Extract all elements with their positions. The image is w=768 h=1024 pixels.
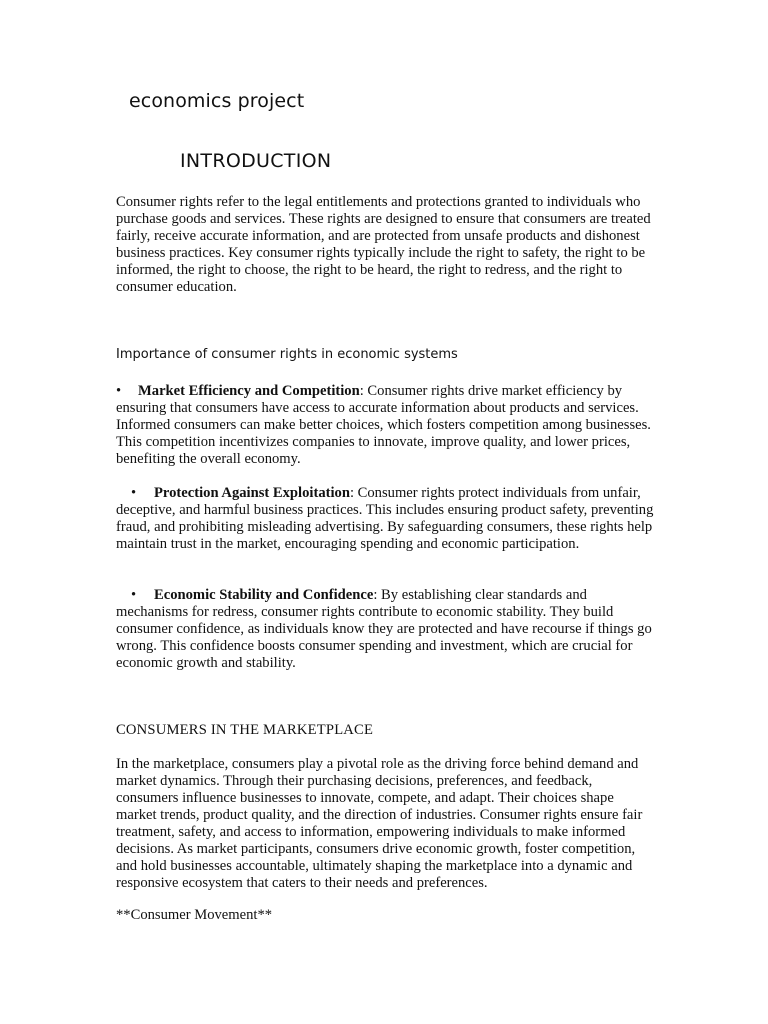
consumer-movement-heading: **Consumer Movement** [116, 907, 273, 923]
bullet-term: Economic Stability and Confidence [154, 587, 374, 603]
importance-heading: Importance of consumer rights in economic systems [116, 347, 458, 362]
bullet-text: : Consumer rights protect individuals from unfair, deceptive, and harmful business practices. This includes ensuring product safety, preventing fraud, and prohibiting misleading advertising. By safeguarding consumers, these rights help maintain trust in the market, encouraging spending and economic participation. [116, 485, 654, 552]
bullet-marker: • [131, 587, 137, 603]
introduction-paragraph: Consumer rights refer to the legal entitlements and protections granted to individuals who purchase goods and services. These rights are designed to ensure that consumers are treated fairly, receive accurate information, and are protected from unsafe products and dishonest business practices. Key consumer rights typically include the right to safety, the right to be informed, the right to choose, the right to be heard, the right to redress, and the right to consumer education. [116, 194, 651, 295]
bullet-term: Protection Against Exploitation [154, 485, 350, 501]
bullet-text: : Consumer rights drive market efficiency by ensuring that consumers have access to accurate information about products and services. Informed consumers can make better choices, which fosters competition among businesses. This competition incentivizes companies to innovate, improve quality, and lower prices, benefiting the overall economy. [116, 383, 651, 467]
bullet-term: Market Efficiency and Competition [138, 383, 360, 399]
introduction-heading: INTRODUCTION [180, 150, 332, 172]
marketplace-heading: CONSUMERS IN THE MARKETPLACE [116, 722, 374, 738]
bullet-protection-against-exploitation [116, 485, 656, 553]
bullet-marker: • [116, 383, 122, 399]
document-title: economics project [129, 90, 305, 112]
bullet-marker: • [131, 485, 137, 501]
bullet-economic-stability [116, 587, 656, 672]
bullet-market-efficiency [116, 383, 656, 468]
bullet-text: : By establishing clear standards and mechanisms for redress, consumer rights contribute to economic stability. They build consumer confidence, as individuals know they are protected and have recourse if things go wrong. This confidence boosts consumer spending and investment, which are crucial for economic growth and stability. [116, 587, 652, 671]
marketplace-paragraph: In the marketplace, consumers play a pivotal role as the driving force behind demand and market dynamics. Through their purchasing decisions, preferences, and feedback, consumers influence businesses to innovate, compete, and adapt. Their choices shape market trends, product quality, and the direction of industries. Consumer rights ensure fair treatment, safety, and access to information, empowering individuals to make informed decisions. As market participants, consumers drive economic growth, foster competition, and hold businesses accountable, ultimately shaping the marketplace into a dynamic and responsive ecosystem that caters to their needs and preferences. [116, 756, 643, 891]
